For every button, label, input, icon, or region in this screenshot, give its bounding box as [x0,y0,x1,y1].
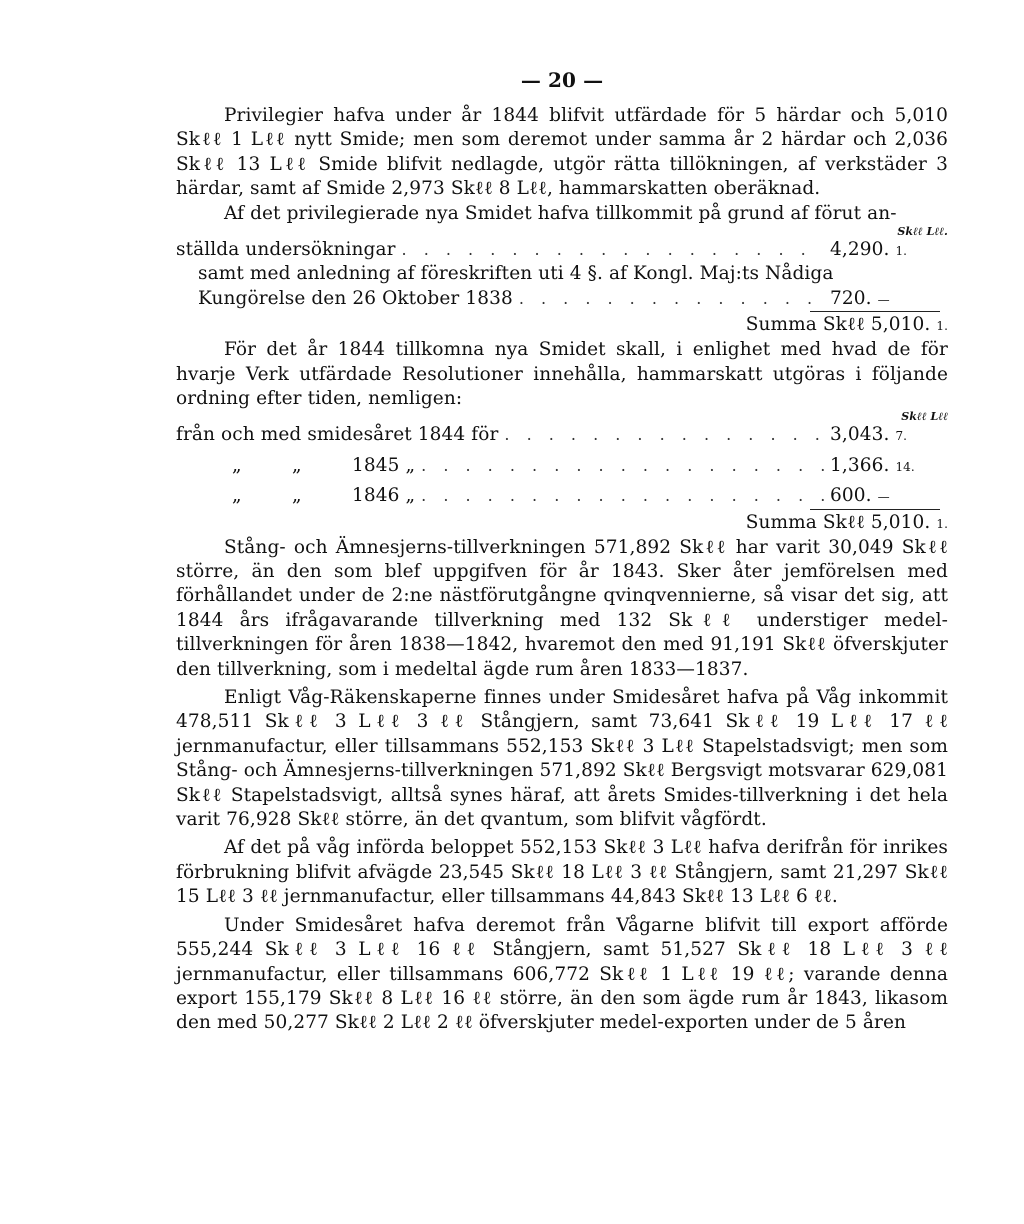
paragraph-vag-rakenskaper: Enligt Våg-Räkenskaperne finnes under Smidesåret hafva på Våg inkommit 478,511 Skℓℓ 3 Lℓℓ 3 ℓℓ Stångjern, samt 73,641 Skℓℓ 19 Lℓℓ 17 ℓℓ jernmanufactur, eller tillsammans 552,153 Skℓℓ 3 Lℓℓ Stapelstadsvigt; men som Stång- och Ämnesjerns-tillverkningen 571,892 Skℓℓ Bergsvigt motsvarar 629,081 Skℓℓ Stapelstadsvigt, alltså synes häraf, att årets Smides-tillverkning i det hela varit 76,928 Skℓℓ större, än det qvantum, som blifvit vågfördt. [176,687,948,831]
table2-row-1-value: 3,043. 7. [830,424,908,446]
paragraph-privilegier: Privilegier hafva under år 1844 blifvit utfärdade för 5 härdar och 5,010 Skℓℓ 1 Lℓℓ nytt Smide; men som deremot under samma år 2 härdar och 2,036 Skℓℓ 13 Lℓℓ Smide blifvit nedlagde, utgör rätta tillökningen, af verkstäder 3 härdar, samt af Smide 2,973 Skℓℓ 8 Lℓℓ, hammarskatten oberäknad. [176,105,948,200]
table1-sum-small: 1. [936,319,948,334]
table1-row-1 [176,238,948,262]
leader-dots [504,423,824,447]
table2-row-3 [176,484,948,508]
table2-row-1 [176,423,948,447]
paragraph-export: Under Smidesåret hafva deremot från Vågarne blifvit till export afförde 555,244 Skℓℓ 3 Lℓℓ 16 ℓℓ Stångjern, samt 51,527 Skℓℓ 18 Lℓℓ 3 ℓℓ jernmanufactur, eller tillsammans 606,772 Skℓℓ 1 Lℓℓ 19 ℓℓ; varande denna export 155,179 Skℓℓ 8 Lℓℓ 16 ℓℓ större, än den som ägde rum år 1843, likasom den med 50,277 Skℓℓ 2 Lℓℓ 2 ℓℓ öfverskjuter medel-exporten under de 5 åren [176,914,948,1034]
table1-row-2 [176,287,948,311]
page [176,68,948,1036]
table2-row-1-label: från och med smidesåret 1844 för [176,424,499,446]
leader-dots [421,454,824,478]
table1-sum-label: Summa Skℓℓ [745,314,865,336]
table2-row-2-label: „ „ 1845 „ [232,454,416,476]
table1-row-1-label: ställda undersökningar [176,239,396,261]
unit-header-1: Skℓℓ Lℓℓ. [897,225,948,239]
unit-header-2: Skℓℓ Lℓℓ [901,410,948,424]
table2-sum [176,510,948,536]
table1-row-2-line1 [176,262,948,286]
page-number: — 20 — [520,68,604,92]
table1-row-2-value: 720. — [830,287,890,309]
table2-row-2 [176,454,948,478]
table2-row-3-value: 600. — [830,485,890,507]
table2-row-2-value: 1,366. 14. [830,454,915,476]
table2-sum-small: 1. [936,516,948,531]
paragraph-stangjern-tillverkning: Stång- och Ämnesjerns-tillverkningen 571,892 Skℓℓ har varit 30,049 Skℓℓ större, än den som blef uppgifven för år 1843. Sker åter jemförelsen med förhållandet under de 2:ne nästförutgångne qvinqvennierne, så visar det sig, att 1844 års ifrågavarande tillverkning med 132 Skℓℓ understiger medel-tillverkningen för åren 1838—1842, hvaremot den med 91,191 Skℓℓ öfverskjuter den tillverkning, som i medeltal ägde rum åren 1833—1837. [176,536,948,680]
table1-row-2-label-line1: samt med anledning af föreskriften uti 4 §. af Kongl. Maj:ts Nådiga [198,263,834,285]
table1-row-2-label: Kungörelse den 26 Oktober 1838 [198,287,513,309]
leader-dots [402,238,824,262]
table2-sum-value: 5,010. [870,511,931,533]
paragraph-privilegierade-intro: Af det privilegierade nya Smidet hafva tillkommit på grund af förut an- [224,202,897,224]
leader-dots [421,484,824,508]
table2-row-3-label: „ „ 1846 „ [232,485,416,507]
paragraph-inrikes-forbrukning: Af det på våg införda beloppet 552,153 Skℓℓ 3 Lℓℓ hafva derifrån för inrikes förbrukning blifvit afvägde 23,545 Skℓℓ 18 Lℓℓ 3 ℓℓ Stångjern, samt 21,297 Skℓℓ 15 Lℓℓ 3 ℓℓ jernmanufactur, eller tillsammans 44,843 Skℓℓ 13 Lℓℓ 6 ℓℓ. [176,837,948,908]
table1-row-1-value: 4,290. 1. [830,239,908,261]
paragraph-hammarskatt: För det år 1844 tillkomna nya Smidet skall, i enlighet med hvad de för hvarje Verk utfärdade Resolutioner innehålla, hammarskatt utgöras i följande ordning efter tiden, nemligen: [176,339,948,410]
table2-sum-label: Summa Skℓℓ [745,511,865,533]
table1-sum-value: 5,010. [870,314,931,336]
leader-dots [519,287,824,311]
table1-sum [176,312,948,338]
